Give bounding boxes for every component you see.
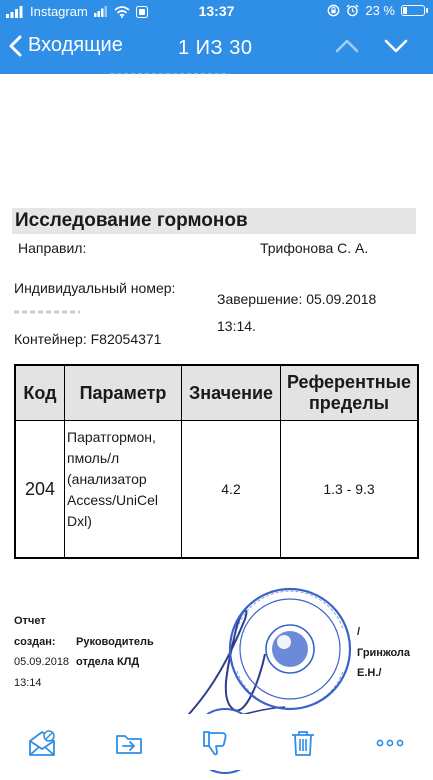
back-label: Входящие <box>28 34 123 56</box>
section-title: Исследование гормонов <box>12 208 416 234</box>
table-row <box>15 421 418 559</box>
redacted-number <box>14 302 84 308</box>
battery-fill <box>403 7 407 14</box>
header-parameter: Параметр <box>65 365 182 421</box>
completion-label: Завершение: 05.09.2018 <box>217 291 377 307</box>
rotation-lock-icon <box>327 4 340 17</box>
carrier-label: Instagram <box>30 4 88 19</box>
chevron-left-icon <box>8 35 22 57</box>
battery-percent: 23 % <box>365 3 395 18</box>
header-value: Значение <box>182 365 281 421</box>
parameter-line: Паратгормон, <box>67 429 156 445</box>
head-label-1: Руководитель <box>76 636 154 648</box>
dislike-icon[interactable] <box>200 728 230 758</box>
navigation-bar <box>0 24 433 74</box>
cell-code: 204 <box>15 421 65 559</box>
parameter-line: (анализатор <box>67 471 147 487</box>
battery-icon <box>401 5 425 16</box>
more-icon[interactable] <box>375 728 405 758</box>
container-label: Контейнер: F82054371 <box>14 331 162 347</box>
signature-slash: / <box>357 626 361 638</box>
referred-label: Направил: <box>18 240 87 256</box>
message-counter: 1 ИЗ 30 <box>178 37 253 59</box>
header-code: Код <box>15 365 65 421</box>
completion-time: 13:14. <box>217 318 256 334</box>
cell-reference: 1.3 - 9.3 <box>281 421 419 559</box>
status-time: 13:37 <box>198 3 235 19</box>
trash-icon[interactable] <box>288 728 318 758</box>
status-bar <box>0 0 433 24</box>
report-date: 05.09.2018 <box>14 656 70 668</box>
report-label-2: создан: <box>14 636 56 648</box>
alarm-icon <box>346 4 359 17</box>
results-table <box>14 364 419 559</box>
previous-message-button[interactable] <box>335 38 359 54</box>
top-bar <box>0 0 433 74</box>
head-label-2: отдела КЛД <box>76 656 140 668</box>
report-time: 13:14 <box>14 677 42 689</box>
document-view <box>0 74 433 714</box>
move-to-folder-icon[interactable] <box>114 728 144 758</box>
mail-block-icon[interactable] <box>27 728 57 758</box>
signer-name-1: Гринжола <box>357 647 411 659</box>
cell-parameter <box>65 421 182 559</box>
parameter-line: пмоль/л <box>67 450 120 466</box>
back-button[interactable] <box>8 34 123 57</box>
signer-name-2: Е.Н./ <box>357 667 382 679</box>
bottom-toolbar <box>0 714 433 770</box>
parameter-line: Access/UniCel <box>67 492 159 508</box>
report-label-1: Отчет <box>14 615 46 627</box>
parameter-line: Dxl) <box>67 513 92 529</box>
table-header-row <box>15 365 418 421</box>
next-message-button[interactable] <box>384 38 408 54</box>
individual-number-label: Индивидуальный номер: <box>14 280 176 296</box>
cell-value: 4.2 <box>182 421 281 559</box>
faint-header-remnant <box>110 72 230 78</box>
header-reference: Референтные пределы <box>281 365 419 421</box>
referred-value: Трифонова С. А. <box>260 240 369 256</box>
